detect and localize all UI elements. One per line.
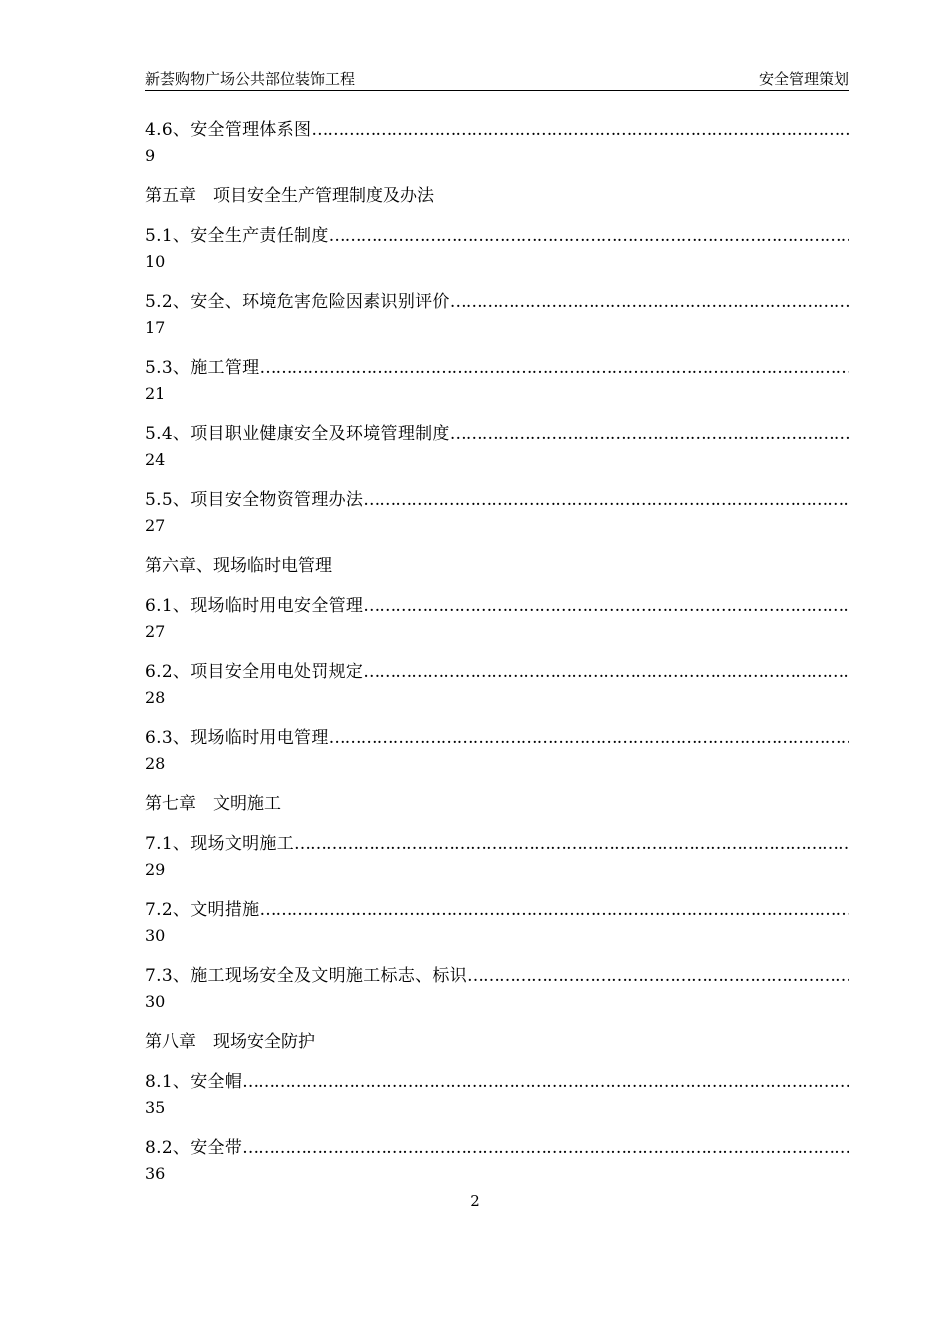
toc-entry[interactable]	[145, 224, 849, 290]
toc-entry-title: 6.3、现场临时用电管理	[145, 728, 329, 748]
toc-chapter-heading	[145, 1030, 849, 1070]
toc-entry-line	[145, 224, 849, 248]
dot-leader	[450, 290, 849, 314]
toc-entry-page-number: 17	[145, 318, 166, 337]
toc-entry-title: 6.2、项目安全用电处罚规定	[145, 662, 364, 682]
page-header	[145, 66, 849, 91]
dot-leader	[242, 1070, 849, 1094]
toc-entry-line	[145, 594, 849, 618]
chapter-title: 第七章 文明施工	[145, 794, 281, 814]
toc-entry[interactable]	[145, 660, 849, 726]
toc-entry-page-number: 30	[145, 992, 166, 1011]
header-document-title: 安全管理策划	[758, 70, 849, 88]
toc-entry-title: 6.1、现场临时用电安全管理	[145, 596, 364, 616]
chapter-title: 第六章、现场临时电管理	[145, 556, 332, 576]
table-of-contents	[145, 118, 849, 1202]
page-number: 2	[470, 1192, 480, 1210]
toc-entry-title: 7.3、施工现场安全及文明施工标志、标识	[145, 966, 468, 986]
toc-entry-line	[145, 422, 849, 446]
toc-entry[interactable]	[145, 356, 849, 422]
toc-entry-title: 5.3、施工管理	[145, 358, 260, 378]
toc-entry-page-number: 10	[145, 252, 166, 271]
chapter-title: 第五章 项目安全生产管理制度及办法	[145, 186, 434, 206]
toc-entry[interactable]	[145, 290, 849, 356]
toc-entry-page-number: 21	[145, 384, 166, 403]
toc-entry-title: 7.1、现场文明施工	[145, 834, 295, 854]
toc-entry-line	[145, 832, 849, 856]
toc-entry-line	[145, 964, 849, 988]
toc-entry[interactable]	[145, 422, 849, 488]
dot-leader	[363, 660, 849, 684]
toc-entry-page-number: 28	[145, 688, 166, 707]
toc-entry-line	[145, 1136, 849, 1160]
dot-leader	[294, 832, 849, 856]
header-project-title: 新荟购物广场公共部位装饰工程	[145, 70, 356, 88]
dot-leader	[259, 356, 849, 380]
dot-leader	[329, 224, 849, 248]
chapter-title: 第八章 现场安全防护	[145, 1032, 315, 1052]
dot-leader	[363, 488, 849, 512]
toc-entry-line	[145, 660, 849, 684]
toc-entry-title: 5.5、项目安全物资管理办法	[145, 490, 364, 510]
toc-entry-page-number: 35	[145, 1098, 166, 1117]
toc-entry-line	[145, 488, 849, 512]
dot-leader	[242, 1136, 849, 1160]
toc-entry-title: 5.1、安全生产责任制度	[145, 226, 329, 246]
toc-chapter-heading	[145, 554, 849, 594]
toc-entry[interactable]	[145, 118, 849, 184]
toc-entry-line	[145, 290, 849, 314]
toc-chapter-heading	[145, 792, 849, 832]
dot-leader	[363, 594, 849, 618]
toc-chapter-heading	[145, 184, 849, 224]
toc-entry-page-number: 36	[145, 1164, 166, 1183]
toc-entry-page-number: 30	[145, 926, 166, 945]
toc-entry-page-number: 28	[145, 754, 166, 773]
toc-entry-page-number: 9	[145, 146, 156, 165]
toc-entry[interactable]	[145, 898, 849, 964]
toc-entry[interactable]	[145, 1070, 849, 1136]
toc-entry-page-number: 27	[145, 622, 166, 641]
toc-entry[interactable]	[145, 488, 849, 554]
dot-leader	[467, 964, 849, 988]
toc-entry[interactable]	[145, 594, 849, 660]
toc-entry-title: 5.4、项目职业健康安全及环境管理制度	[145, 424, 450, 444]
toc-entry[interactable]	[145, 726, 849, 792]
toc-entry-page-number: 24	[145, 450, 166, 469]
toc-entry-title: 4.6、安全管理体系图	[145, 120, 312, 140]
dot-leader	[450, 422, 849, 446]
dot-leader	[329, 726, 849, 750]
toc-entry-line	[145, 898, 849, 922]
toc-entry-page-number: 27	[145, 516, 166, 535]
dot-leader	[311, 118, 849, 142]
toc-entry-title: 8.2、安全带	[145, 1138, 243, 1158]
toc-entry-title: 5.2、安全、环境危害危险因素识别评价	[145, 292, 450, 312]
toc-entry[interactable]	[145, 964, 849, 1030]
toc-entry-title: 7.2、文明措施	[145, 900, 260, 920]
toc-entry-title: 8.1、安全帽	[145, 1072, 243, 1092]
toc-entry-line	[145, 1070, 849, 1094]
toc-entry-page-number: 29	[145, 860, 166, 879]
toc-entry-line	[145, 726, 849, 750]
toc-entry-line	[145, 118, 849, 142]
toc-entry[interactable]	[145, 832, 849, 898]
toc-entry-line	[145, 356, 849, 380]
dot-leader	[259, 898, 849, 922]
